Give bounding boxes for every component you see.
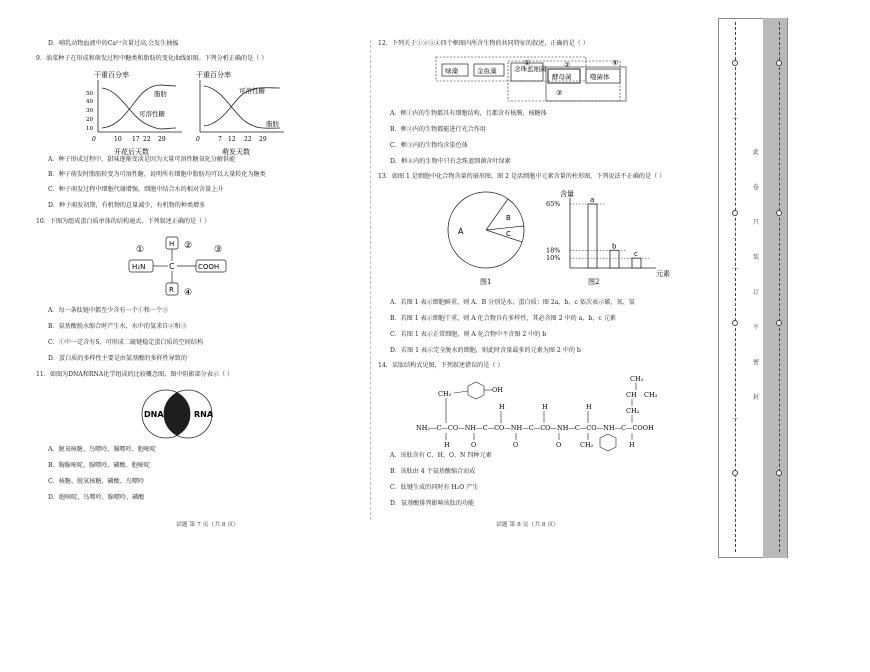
q9-stem: 9．油菜种子在形成和萌发过程中糖类和脂肪的变化曲线如图。下列分析正确的是（ ） bbox=[36, 55, 268, 62]
bar-ytick: 10% bbox=[546, 254, 561, 263]
q11-venn-figure bbox=[136, 388, 226, 440]
right-page-footer: 试题 第 8 页（共 8 页） bbox=[496, 522, 559, 528]
seal-char: 装 bbox=[752, 254, 759, 261]
bar-c bbox=[632, 258, 641, 268]
q14-ch2-bottom: CH₂ bbox=[580, 441, 594, 449]
side-mark: … bbox=[732, 414, 738, 421]
binding-hole bbox=[776, 210, 782, 216]
binding-hole bbox=[732, 210, 738, 216]
tick: 30 bbox=[86, 108, 93, 114]
q12-n1: ① bbox=[524, 59, 531, 67]
q13-bar-chart bbox=[546, 189, 670, 286]
pie-label-a: A bbox=[458, 227, 464, 236]
tick: 40 bbox=[86, 99, 93, 105]
q12-n2: ② bbox=[564, 61, 571, 69]
q14-h2: H bbox=[542, 403, 548, 411]
q14-h3: H bbox=[586, 403, 592, 411]
tick: 10 bbox=[86, 126, 93, 132]
q14-stem: 14．某肽结构式见图，下列叙述错误的是（ ） bbox=[378, 362, 504, 369]
binding-hole bbox=[732, 320, 738, 326]
q12-n4: ④ bbox=[612, 59, 619, 67]
q10-n1: ① bbox=[136, 245, 145, 255]
q10-option-b: B．氨基酸脱水缩合时产生水，水中的氢来自②和③ bbox=[48, 323, 187, 330]
q14-ch2-left: CH₂ bbox=[438, 390, 452, 398]
q10-h: H bbox=[169, 240, 175, 248]
q14-o2: O bbox=[513, 441, 519, 449]
q10-n2: ② bbox=[184, 241, 193, 251]
q12-option-b: B．框②内的生物都能进行光合作用 bbox=[390, 126, 486, 133]
q14-o1: O bbox=[471, 441, 477, 449]
seal-char: 只 bbox=[752, 219, 759, 226]
q13-option-b: B．若图 1 表示细胞干重，则 A 化合物具有多样性，其必含图 2 中的 a、b、c 元素 bbox=[390, 315, 616, 322]
seal-char: 密 bbox=[752, 359, 759, 366]
q11-option-b: B．胸腺嘧啶、腺嘌呤、磷酸、胞嘧啶 bbox=[48, 462, 150, 469]
fat-label: 脂肪 bbox=[266, 120, 279, 128]
tick: 22 bbox=[143, 136, 151, 143]
tick: 7 bbox=[218, 136, 222, 143]
binding-hole bbox=[732, 470, 738, 476]
binding-hole bbox=[776, 470, 782, 476]
fat-label: 脂肪 bbox=[154, 90, 167, 98]
binding-hole bbox=[776, 60, 782, 66]
tick: 29 bbox=[259, 136, 267, 143]
q10-r: R bbox=[169, 286, 174, 294]
q13-option-d: D．若图 1 表示完全脱水的细胞，则此时含量最多的元素为图 2 中的 b bbox=[390, 347, 581, 354]
sugar-label: 可溶性糖 bbox=[239, 87, 265, 95]
q13-option-a: A．若图 1 表示细胞鲜重，则 A、B 分别是水、蛋白质；图 2a、b、c 依次表示碳、氧、氢 bbox=[390, 299, 635, 306]
tick: 17 bbox=[132, 136, 140, 143]
q9-option-c: C．种子萌发过程中细胞代谢增强，细胞中结合水的相对含量上升 bbox=[48, 186, 224, 193]
q9-left-ylabel: 干重百分率 bbox=[94, 71, 129, 79]
tick: 50 bbox=[86, 91, 93, 97]
q13-stem: 13．如图 1 是细胞中化合物含量的扇形图，图 2 是活细胞中元素含量的柱形图，下列说法不正确的是（ ） bbox=[378, 173, 666, 180]
q14-option-a: A．该肽含有 C、H、O、N 四种元素 bbox=[390, 452, 492, 459]
bar-ylabel: 含量 bbox=[560, 190, 574, 198]
q14-h4: H bbox=[444, 441, 450, 449]
q10-stem: 10．下图为组成蛋白质单体的结构通式，下列叙述正确的是（ ） bbox=[36, 218, 211, 225]
q12-nz: 念珠蓝细菌 bbox=[514, 65, 547, 73]
bar-b bbox=[610, 250, 619, 268]
fig1-caption: 图1 bbox=[480, 278, 492, 286]
q12-option-c: C．框③内的生物均含染色体 bbox=[390, 142, 468, 149]
tick: 10 bbox=[114, 136, 122, 143]
q12-sj: 噬菌体 bbox=[590, 73, 610, 81]
q9-curve-figure bbox=[84, 68, 314, 160]
q10-cooh: COOH bbox=[198, 263, 220, 271]
q10-option-c: C．①中一定含有S，可形成二硫键稳定蛋白质的空间结构 bbox=[48, 339, 204, 346]
q11-rna-label: RNA bbox=[194, 410, 214, 419]
tick: 29 bbox=[158, 136, 166, 143]
q12-n3: ③ bbox=[556, 89, 563, 97]
tick: 20 bbox=[86, 117, 93, 123]
q13-figure bbox=[444, 186, 704, 296]
bar-label-b: b bbox=[612, 242, 617, 251]
bar-label-c: c bbox=[634, 250, 638, 259]
q12-option-d: D．框④内的生物中只有念珠蓝细菌含叶绿素 bbox=[390, 158, 511, 165]
q14-o3: O bbox=[556, 441, 562, 449]
q14-peptide-figure bbox=[416, 374, 706, 456]
q13-option-c: C．若图 1 表示正常细胞，则 A 化合物中不含图 2 中的 b bbox=[390, 331, 547, 338]
q12-box-figure bbox=[434, 53, 634, 109]
seal-char: 卷 bbox=[752, 184, 759, 191]
bar-ytick: 18% bbox=[546, 246, 561, 255]
pie-label-c: C bbox=[506, 230, 511, 238]
bar-label-a: a bbox=[590, 196, 595, 204]
q9-left-xlabel: 开花后天数 bbox=[114, 148, 149, 156]
seal-char: 此 bbox=[752, 149, 759, 156]
column-divider bbox=[370, 40, 371, 520]
tick: 22 bbox=[244, 136, 252, 143]
q10-n4: ④ bbox=[184, 288, 193, 298]
q11-option-a: A．脱氧核糖、鸟嘌呤、腺嘌呤、胞嘧啶 bbox=[48, 446, 156, 453]
q14-h1: H bbox=[499, 403, 505, 411]
seal-char: 不 bbox=[752, 324, 759, 331]
q9-option-b: B．种子萌发时脂肪转变为可溶性糖，说明所有细胞中脂肪均可以大量转化为糖类 bbox=[48, 171, 266, 178]
q11-option-c: C．核糖、脱氧核糖、磷酸、鸟嘌呤 bbox=[48, 478, 145, 485]
q14-option-d: D．氨基酸排列影响该肽的功能 bbox=[390, 500, 475, 507]
seal-char: 订 bbox=[752, 289, 759, 296]
side-mark: … bbox=[732, 264, 738, 271]
q11-dna-label: DNA bbox=[144, 410, 164, 419]
q9-right-xlabel: 萌发天数 bbox=[222, 148, 250, 156]
binding-hole bbox=[776, 320, 782, 326]
q14-h5: H bbox=[629, 441, 635, 449]
q14-option-b: B．该肽由 4 个氨基酸缩合而成 bbox=[390, 468, 476, 475]
sugar-label: 可溶性糖 bbox=[139, 110, 165, 118]
q9-left-plot bbox=[86, 70, 182, 156]
q11-stem: 11．如图为DNA和RNA化学组成的比较概念图，图中阴影部分表示（ ） bbox=[36, 371, 234, 378]
q10-amino-acid-figure bbox=[126, 234, 276, 304]
q12-option-a: A．框①内的生物都具有细胞结构，且都含有核膜、核糖体 bbox=[390, 110, 547, 117]
q14-ch3-side: CH₃ bbox=[644, 391, 658, 399]
q13-pie-chart bbox=[448, 192, 524, 286]
q9-right-ylabel: 干重百分率 bbox=[196, 71, 231, 79]
q14-oh: OH bbox=[492, 386, 503, 394]
q10-option-d: D．蛋白质的多样性主要是由氨基酸的多样性导致的 bbox=[48, 355, 187, 362]
side-mark: … bbox=[732, 114, 738, 121]
bar-xlabel: 元素 bbox=[656, 270, 670, 278]
q8-option-d: D．哺乳动物血液中的Ca²⁺含量过高,会发生抽搐 bbox=[48, 40, 179, 47]
tick: 12 bbox=[228, 136, 236, 143]
q10-c: C bbox=[169, 262, 175, 271]
q14-option-c: C．肽键生成的同时有 H₂O 产生 bbox=[390, 484, 479, 491]
q14-ch3-top: CH₃ bbox=[630, 375, 644, 383]
pie-label-b: B bbox=[506, 214, 511, 222]
binding-strip-gray-band bbox=[763, 18, 787, 558]
q11-option-d: D．胞嘧啶、鸟嘌呤、腺嘌呤、磷酸 bbox=[48, 494, 145, 501]
q10-n3: ③ bbox=[214, 245, 223, 255]
q14-backbone: NH₂—C—CO—NH—C—CO—NH—C—CO—NH—C—CO—NH—C—COOH bbox=[416, 424, 654, 432]
q9-option-d: D．种子萌发初期，有机物的总量减少，有机物的种类增多 bbox=[48, 202, 206, 209]
left-page-footer: 试题 第 7 页（共 8 页） bbox=[176, 522, 239, 528]
tick: 0 bbox=[92, 136, 96, 143]
q10-option-a: A．每一条肽链中都至少含有一个①和一个③ bbox=[48, 307, 169, 314]
q10-h2n: H₂N bbox=[132, 263, 146, 271]
q9-option-a: A．种子形成过程中，甜味逐渐变淡是因为大量可溶性糖氧化分解供能 bbox=[48, 156, 236, 163]
fig2-caption: 图2 bbox=[588, 278, 600, 286]
tick: 0 bbox=[196, 136, 200, 143]
q12-jy: 金鱼藻 bbox=[477, 67, 497, 75]
q14-ch: CH bbox=[626, 391, 637, 399]
seal-char: 封 bbox=[752, 394, 759, 401]
q12-lv: 绿藻 bbox=[445, 67, 458, 75]
binding-hole bbox=[732, 60, 738, 66]
q14-ch2-right: CH₂ bbox=[626, 407, 640, 415]
bar-ytick: 65% bbox=[546, 200, 561, 208]
q12-jm: 酵母菌 bbox=[552, 73, 572, 81]
q9-right-plot bbox=[196, 70, 284, 156]
q12-stem: 12．下列关于①②③④四个框图内所含生物的共同特征的叙述，正确的是（ ） bbox=[378, 40, 589, 47]
